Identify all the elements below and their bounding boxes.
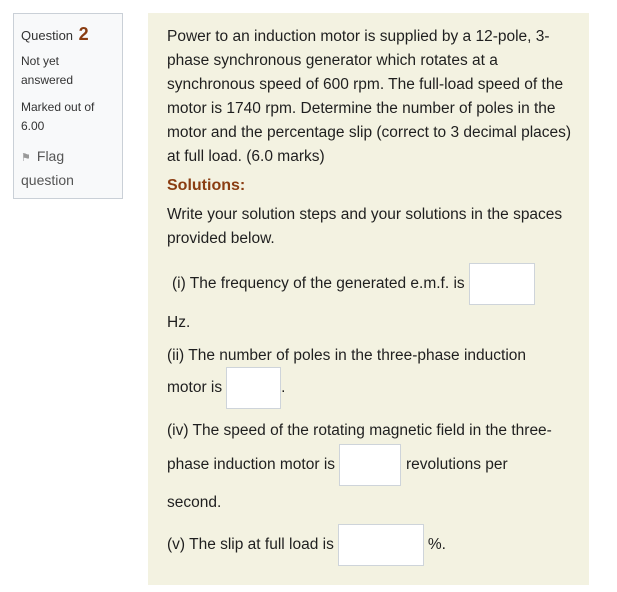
question-state xyxy=(21,52,122,90)
flag-label-2: question xyxy=(21,172,74,188)
part5-unit: %. xyxy=(427,536,446,553)
part4-line1: (iv) The speed of the rotating magnetic field in the three- xyxy=(167,422,552,439)
state-line-1: Not yet xyxy=(21,54,60,68)
flag-label: Flag xyxy=(36,148,65,164)
part1-row xyxy=(172,263,575,305)
part4-line3: second. xyxy=(167,494,222,511)
flag-icon: ⚑ xyxy=(21,152,31,164)
part2-label: motor is xyxy=(167,379,223,396)
part2-row xyxy=(167,367,575,409)
state-line-2: answered xyxy=(21,73,74,87)
part5-row xyxy=(167,524,575,566)
part4-row xyxy=(167,444,575,486)
part4-label: phase induction motor is xyxy=(167,456,336,473)
part2-answer-input[interactable] xyxy=(226,367,281,409)
solutions-heading: Solutions: xyxy=(167,177,246,194)
part1-label: (i) The frequency of the generated e.m.f. is xyxy=(172,275,465,292)
question-number-value: 2 xyxy=(78,24,89,44)
part1-unit: Hz. xyxy=(167,314,191,331)
flag-question-button[interactable] xyxy=(21,145,122,191)
instructions-text: Write your solution steps and your solutions in the spaces provided below. xyxy=(167,206,563,247)
part5-answer-input[interactable] xyxy=(338,524,424,566)
part4-answer-input[interactable] xyxy=(339,444,401,486)
part2-unit: . xyxy=(281,379,286,396)
part4-unit: revolutions per xyxy=(406,456,508,473)
question-info-panel xyxy=(13,13,123,199)
grade-line-2: 6.00 xyxy=(21,119,45,133)
question-grade xyxy=(21,98,122,136)
part1-answer-input[interactable] xyxy=(469,263,535,305)
grade-line-1: Marked out of xyxy=(21,100,95,114)
part5-label: (v) The slip at full load is xyxy=(167,536,334,553)
question-text: Power to an induction motor is supplied by a 12-pole, 3-phase synchronous generator which rotates at a synchronous speed of 600 rpm. The full-load speed of the motor is 1740 rpm. Determine the number of poles in the motor and the percentage slip (correct to 3 decimal places) at full load. (6.0 marks) xyxy=(167,28,572,165)
part2-line1: (ii) The number of poles in the three-phase induction xyxy=(167,347,527,364)
question-label: Question xyxy=(21,28,74,43)
question-content xyxy=(148,13,589,585)
question-number xyxy=(21,24,122,45)
